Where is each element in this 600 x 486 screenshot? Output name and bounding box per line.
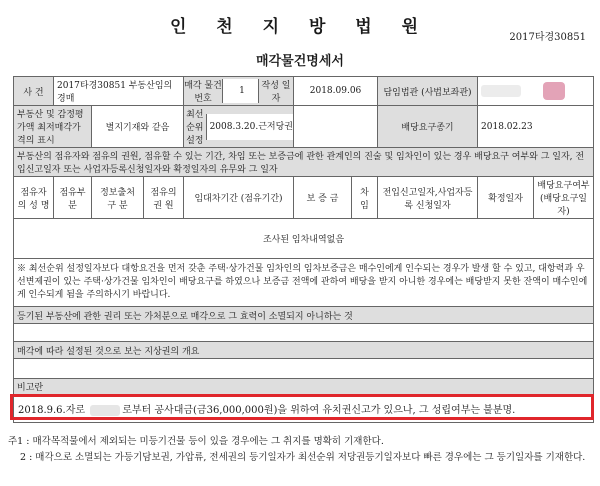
case-value: 2017타경30851 부동산임의경매 (54, 77, 184, 106)
redacted-seal (543, 82, 565, 100)
no-tenant-row: 조사된 임차내역없음 (14, 219, 594, 259)
col-fixed-date: 확정일자 (478, 177, 534, 219)
date-label: 작성 일자 (261, 81, 291, 104)
footnote-1: 주1 : 매각목적물에서 제외되는 미등기건물 등이 있을 경우에는 그 취지를 명확히 기재한다. (8, 436, 384, 447)
col-dividend-claim: 배당요구여부 (배당요구일자) (534, 177, 594, 219)
case-number: 2017타경30851 (509, 32, 586, 43)
redacted-name (481, 85, 521, 97)
judge-value (478, 77, 594, 106)
case-label: 사 건 (14, 77, 54, 106)
column-header-row (14, 177, 594, 219)
property-label: 부동산 및 감정평가액 최저매각가격의 표시 (14, 106, 92, 148)
col-rent: 차 임 (352, 177, 378, 219)
col-occupied-part: 점유부분 (54, 177, 92, 219)
property-value: 별지기재와 같음 (92, 106, 184, 148)
document-title: 매각물건명세서 (256, 54, 344, 69)
date-value: 2018.09.06 (294, 77, 378, 106)
lien-remark (18, 401, 515, 416)
footnote-2: 2 : 매각으로 소멸되는 가등기담보권, 가압류, 전세권의 등기일자가 최선순위 저당권등기일자보다 빠른 경우에는 그 등기일자를 기재한다. (20, 452, 586, 463)
deadline-value: 2018.02.23 (478, 106, 594, 148)
redacted-claimant (90, 405, 120, 416)
col-move-in-date: 전입신고일자,사업자등록 신청일자 (378, 177, 478, 219)
col-occupant-name: 점유자의 성 명 (14, 177, 54, 219)
sale-item-table (13, 76, 594, 423)
registered-rights-label: 등기된 부동산에 관한 권리 또는 가처분으로 매각으로 그 효력이 소멸되지 아니하는 것 (14, 307, 594, 324)
col-possession-title: 점유의 권 원 (144, 177, 184, 219)
first-rank-value: 2008.3.20.근저당권 (206, 114, 293, 140)
first-rank-label: 최선순위 설정 (186, 110, 204, 146)
deadline-label: 배당요구종기 (378, 106, 478, 148)
occupancy-description: 부동산의 점유자와 점유의 권원, 점유할 수 있는 기간, 차임 또는 보증금에 관한 관계인의 진술 및 임차인이 있는 경우 배당요구 여부와 그 일자, 전입신고일자 또는 사업자등록신청일자와 확정일자의 유무와 그 일자 (14, 148, 594, 177)
footnotes (8, 434, 593, 466)
col-lease-period: 임대차기간 (점유기간) (184, 177, 294, 219)
remark-text: 로부터 공사대금(금36,000,000원)을 위하여 유치권신고가 있으나, 그 성립여부는 불분명. (122, 405, 516, 416)
surface-rights-label: 매각에 따라 설정된 것으로 보는 지상권의 개요 (14, 342, 594, 359)
registered-rights-value (14, 324, 594, 342)
remarks-label: 비고란 (14, 379, 594, 395)
judge-label: 담임법관 (사법보좌관) (378, 77, 478, 106)
court-name: 인 천 지 방 법 원 (169, 17, 431, 37)
surface-rights-value (14, 359, 594, 379)
tenant-warning-note: ※ 최선순위 설정일자보다 대항요건을 먼저 갖춘 주택·상가건물 임차인의 임차보증금은 매수인에게 인수되는 경우가 발생 할 수 있고, 대항력과 우선변제권이 있는 주택·상가건물 임차인이 배당요구를 하였으나 보증금 전액에 관하여 배당을 받지 아니한 경우에는 배당받지 못한 잔액이 매수인에게 인수되게 됨을 주의하시기 바랍니다. (14, 259, 594, 307)
item-no-value: 1 (222, 79, 259, 103)
item-no-label: 매각 물건번호 (184, 81, 222, 104)
col-info-source: 정보출처 구 분 (92, 177, 144, 219)
col-deposit: 보 증 금 (294, 177, 352, 219)
remark-date: 2018.9.6.자로 (18, 405, 86, 416)
